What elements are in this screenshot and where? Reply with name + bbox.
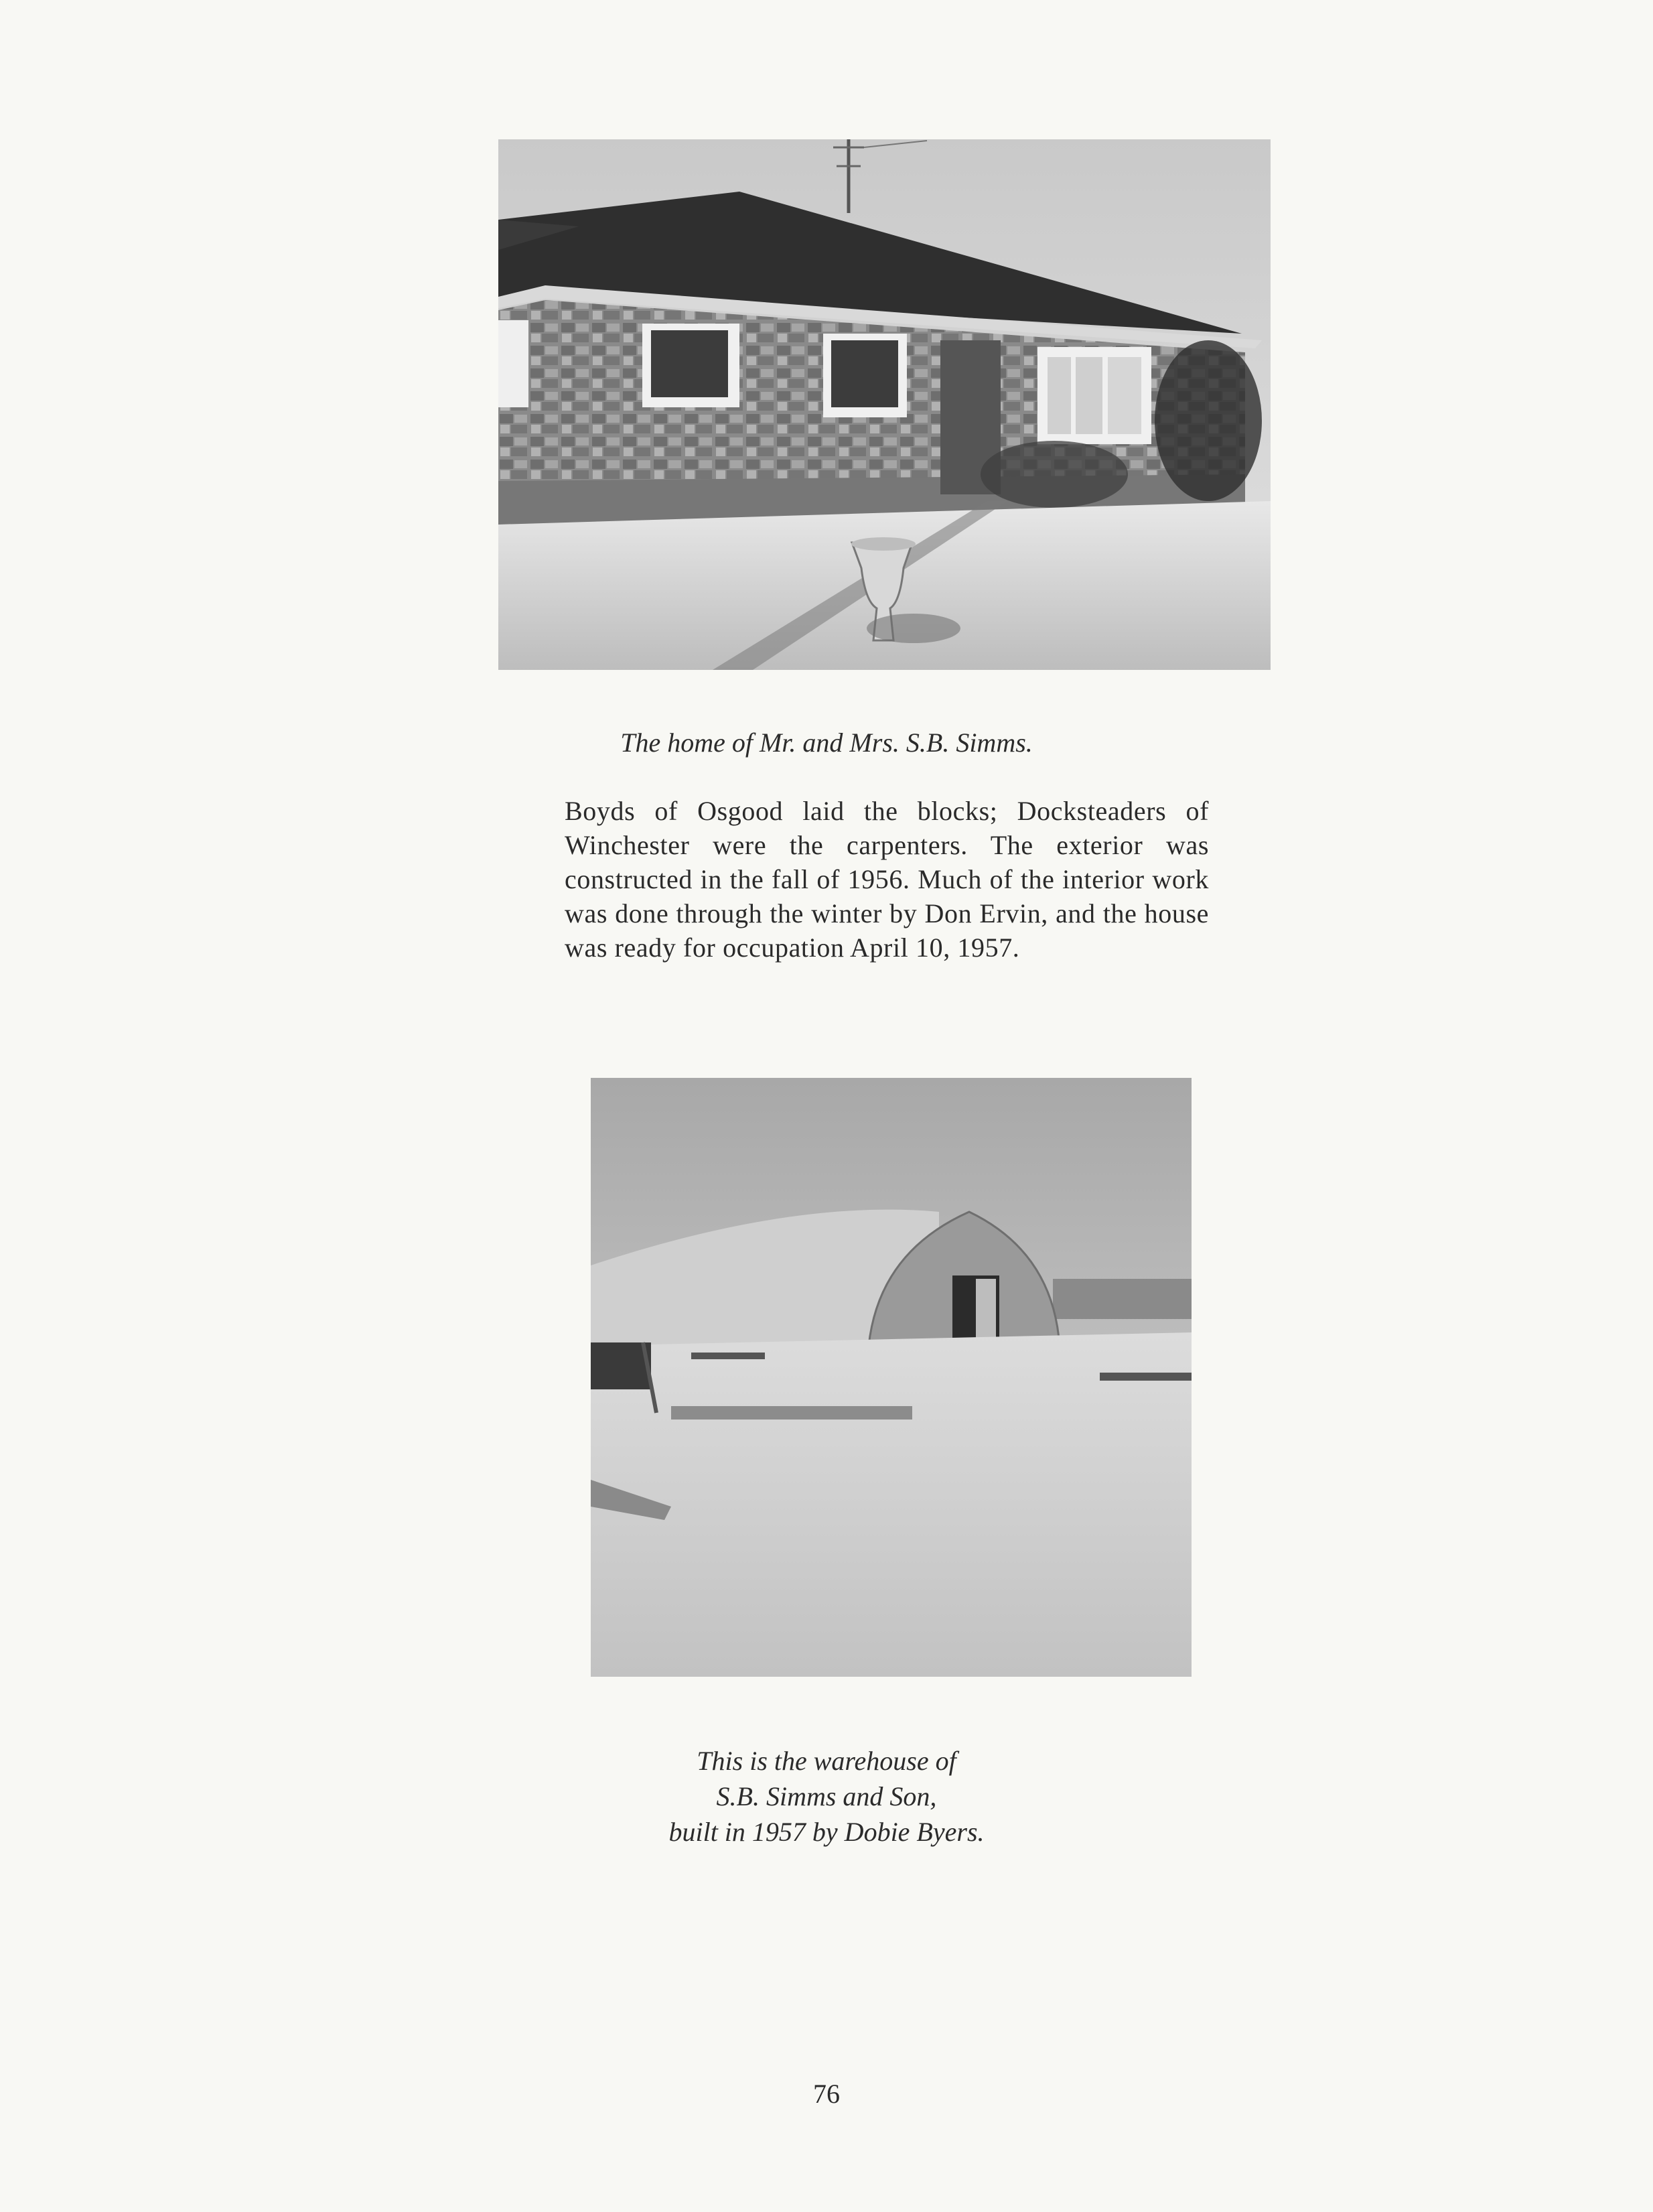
warehouse-photo — [591, 1078, 1192, 1677]
house-photo-caption: The home of Mr. and Mrs. S.B. Simms. — [620, 728, 1033, 758]
caption-line-2: S.B. Simms and Son, — [716, 1781, 937, 1811]
caption-line-3: built in 1957 by Dobie Byers. — [668, 1817, 985, 1847]
caption-line-1: This is the warehouse of — [697, 1746, 956, 1776]
body-paragraph: Boyds of Osgood laid the blocks; Docksteaders of Winchester were the carpenters. The exterior was constructed in the fall of 1956. Much of the interior work was done through the winter by Don Ervin, and the house was ready for occupation April 10, 1957. — [565, 796, 1209, 963]
warehouse-photo-icon — [591, 1078, 1192, 1677]
warehouse-photo-caption — [0, 1743, 1653, 1850]
house-photo-icon — [498, 139, 1271, 670]
house-photo — [498, 139, 1271, 670]
page-number: 76 — [813, 2079, 840, 2109]
